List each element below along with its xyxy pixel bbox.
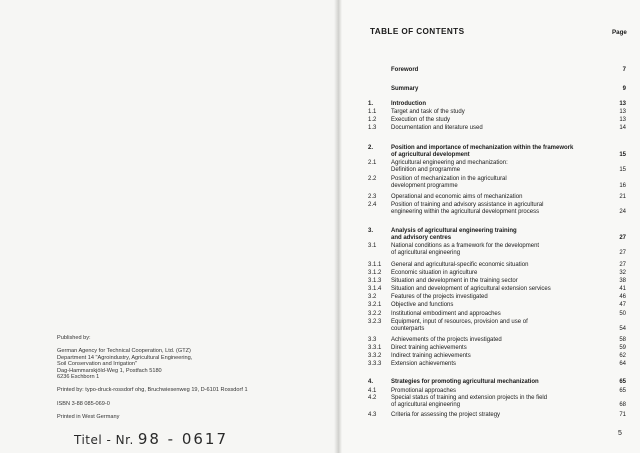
toc-entry-page: 58 <box>619 337 626 343</box>
toc-entry-number: 3.1.4 <box>368 286 382 292</box>
toc-entry-title-line: Documentation and literature used <box>391 125 483 131</box>
toc-entry-page: 64 <box>619 361 626 367</box>
toc-entry-title <box>391 345 601 352</box>
stamp-number: 98 - 0617 <box>137 430 229 448</box>
toc-entry-number: 1.3 <box>368 125 377 131</box>
toc-entry-number: 3.1.1 <box>368 262 382 268</box>
toc-entry-number: 2.4 <box>368 202 377 208</box>
toc-entry-page: 13 <box>619 101 626 107</box>
toc-entry-title-line: Situation and development in the training sector <box>391 278 518 284</box>
toc-entry-number: 3.2.3 <box>368 319 382 325</box>
toc-entry-title <box>391 176 601 189</box>
toc-entry-title <box>391 361 601 368</box>
toc-entry-page: 38 <box>619 278 626 284</box>
toc-entry-title-line: Direct training achievements <box>391 345 467 351</box>
toc-entry-title-line: Execution of the study <box>391 117 451 123</box>
toc-entry-title-line: counterparts <box>391 325 425 332</box>
toc-entry-page: 65 <box>619 379 626 385</box>
toc-entry-page: 27 <box>619 234 626 241</box>
toc-entry-number: 2. <box>368 145 374 151</box>
toc-entry-page: 46 <box>619 294 626 300</box>
toc-entry-title-line: development programme <box>391 182 458 189</box>
publisher-line: 6236 Eschborn 1 <box>57 374 100 381</box>
publisher-line: Department 14 "Agroindustry, Agricultural Engineering, <box>57 354 193 361</box>
toc-entry-title <box>391 262 601 269</box>
toc-entry-title <box>391 194 601 201</box>
toc-entry-page: 15 <box>619 166 626 173</box>
toc-entry-title-line: Strategies for promoting agricultural mechanization <box>391 379 539 385</box>
toc-entry-title <box>391 388 601 395</box>
toc-entry-title <box>391 101 601 108</box>
toc-entry-title <box>391 270 601 277</box>
toc-entry-page: 50 <box>619 311 626 317</box>
toc-entry-title-line: Extension achievements <box>391 361 457 367</box>
toc-entry-title <box>391 202 601 215</box>
toc-entry-title <box>391 337 601 344</box>
isbn: ISBN 3-88 085-069-0 <box>57 400 110 407</box>
toc-entry-title-line: Position of mechanization in the agricultural <box>391 176 507 182</box>
printed-in: Printed in West Germany <box>57 414 120 421</box>
toc-entry-title-line: and advisory centres <box>391 234 452 241</box>
toc-entry-title-line: Equipment, input of resources, provision and use of <box>391 319 528 325</box>
toc-entry-page: 13 <box>619 117 626 123</box>
page-column-label: Page <box>612 29 627 36</box>
toc-entry-title-line: Situation and development of agricultural extension services <box>391 286 551 292</box>
publisher-line: Soil Conservation and Irrigation" <box>57 361 138 368</box>
toc-entry-page: 21 <box>619 194 626 200</box>
toc-entry-page: 62 <box>619 353 626 359</box>
toc-entry-title-line: National conditions as a framework for the development <box>391 243 540 249</box>
toc-entry-page: 59 <box>619 345 626 351</box>
toc-entry-page: 68 <box>619 401 626 408</box>
toc-entry-title-line: Summary <box>391 86 419 92</box>
toc-entry-title <box>391 319 601 332</box>
toc-entry-title <box>391 294 601 301</box>
toc-entry-title <box>391 145 601 158</box>
toc-entry-title-line: Analysis of agricultural engineering training <box>391 228 517 234</box>
toc-entry-title <box>391 379 601 386</box>
toc-entry-title <box>391 125 601 132</box>
toc-entry-title-line: Features of the projects investigated <box>391 294 488 300</box>
toc-entry-number: 3.1.2 <box>368 270 382 276</box>
toc-entry-title <box>391 228 601 241</box>
toc-entry-title <box>391 412 601 419</box>
toc-entry-number: 3.3.3 <box>368 361 382 367</box>
toc-entry-title-line: Achievements of the projects investigated <box>391 337 502 343</box>
toc-entry-page: 54 <box>619 325 626 332</box>
toc-entry-title-line: of agricultural development <box>391 151 470 158</box>
toc-entry-number: 3.2 <box>368 294 377 300</box>
toc-entry-title-line: Agricultural engineering and mechanization: <box>391 160 508 166</box>
toc-entry-number: 4.1 <box>368 388 377 394</box>
toc-entry-title-line: Promotional approaches <box>391 388 457 394</box>
toc-entry-number: 4. <box>368 379 374 385</box>
toc-entry-title <box>391 86 601 93</box>
toc-entry-title <box>391 278 601 285</box>
toc-entry-number: 3.2.1 <box>368 302 382 308</box>
toc-entry-title <box>391 302 601 309</box>
toc-entry-title-line: of agricultural engineering <box>391 249 461 256</box>
toc-entry-page: 14 <box>619 125 626 131</box>
toc-entry-page: 65 <box>619 388 626 394</box>
published-by-label: Published by: <box>57 335 91 341</box>
toc-entry-page: 16 <box>619 182 626 189</box>
toc-entry-title-line: Introduction <box>391 101 426 107</box>
toc-entry-number: 3.2.2 <box>368 311 382 317</box>
stamp-label: Titel - Nr. <box>74 433 134 447</box>
toc-entry-title <box>391 109 601 116</box>
toc-entry-page: 32 <box>619 270 626 276</box>
toc-entry-number: 3.3 <box>368 337 377 343</box>
toc-entry-number: 1.1 <box>368 109 377 115</box>
toc-entry-title-line: Economic situation in agriculture <box>391 270 478 276</box>
toc-entry-title-line: Special status of training and extension projects in the field <box>391 395 548 401</box>
toc-entry-page: 27 <box>619 262 626 268</box>
toc-entry-page: 7 <box>622 67 626 73</box>
footer-page-number: 5 <box>618 430 622 437</box>
toc-entry-title-line: Institutional embodiment and approaches <box>391 311 501 317</box>
toc-entry-page: 13 <box>619 109 626 115</box>
toc-entry-title-line: Definition and programme <box>391 166 461 173</box>
toc-entry-page: 27 <box>619 249 626 256</box>
toc-entry-number: 2.3 <box>368 194 377 200</box>
toc-entry-number: 2.2 <box>368 176 377 182</box>
toc-entry-number: 4.3 <box>368 412 377 418</box>
toc-entry-number: 3.3.2 <box>368 353 382 359</box>
toc-entry-page: 24 <box>619 208 626 215</box>
toc-entry-title <box>391 243 601 256</box>
toc-entry-title-line: Foreword <box>391 67 419 73</box>
toc-entry-number: 3.1 <box>368 243 377 249</box>
toc-entry-title-line: Position and importance of mechanization within the framework <box>391 145 574 151</box>
toc-entry-number: 1. <box>368 101 374 107</box>
toc-entry-title-line: Indirect training achievements <box>391 353 471 359</box>
toc-entry-title-line: Target and task of the study <box>391 109 465 115</box>
toc-entry-title <box>391 286 601 293</box>
toc-entry-page: 71 <box>619 412 626 418</box>
toc-entry-number: 2.1 <box>368 160 377 166</box>
printed-by: Printed by: typo-druck-rossdorf ohg, Bruchwiesenweg 19, D-6101 Rossdorf 1 <box>57 387 248 394</box>
toc-entry-title-line: General and agricultural-specific economic situation <box>391 262 529 268</box>
toc-entry-number: 3.3.1 <box>368 345 382 351</box>
toc-entry-title-line: of agricultural engineering <box>391 401 461 408</box>
toc-entry-title-line: engineering within the agricultural development process <box>391 208 540 215</box>
toc-entry-title <box>391 311 601 318</box>
publisher-line: Dag-Hammarskjöld-Weg 1, Postfach 5180 <box>57 367 162 374</box>
toc-entry-number: 3.1.3 <box>368 278 382 284</box>
toc-entry-title-line: Objective and functions <box>391 302 454 308</box>
toc-entry-number: 1.2 <box>368 117 377 123</box>
toc-entry-title-line: Position of training and advisory assistance in agricultural <box>391 202 544 208</box>
toc-entry-title <box>391 160 601 173</box>
toc-title: TABLE OF CONTENTS <box>370 27 465 36</box>
toc-entry-page: 47 <box>619 302 626 308</box>
toc-entry-title <box>391 67 601 74</box>
toc-entry-title-line: Operational and economic aims of mechanization <box>391 194 523 200</box>
toc-entry-title-line: Criteria for assessing the project strategy <box>391 412 501 418</box>
toc-entry-page: 15 <box>619 151 626 158</box>
toc-entry-page: 41 <box>619 286 626 292</box>
toc-entry-title <box>391 395 601 408</box>
toc-entry-title <box>391 353 601 360</box>
publisher-line: German Agency for Technical Cooperation, Ltd. (GTZ) <box>57 348 191 355</box>
toc-entry-number: 3. <box>368 228 374 234</box>
toc-entry-number: 4.2 <box>368 395 377 401</box>
toc-entry-title <box>391 117 601 124</box>
toc-entry-page: 9 <box>622 86 626 92</box>
